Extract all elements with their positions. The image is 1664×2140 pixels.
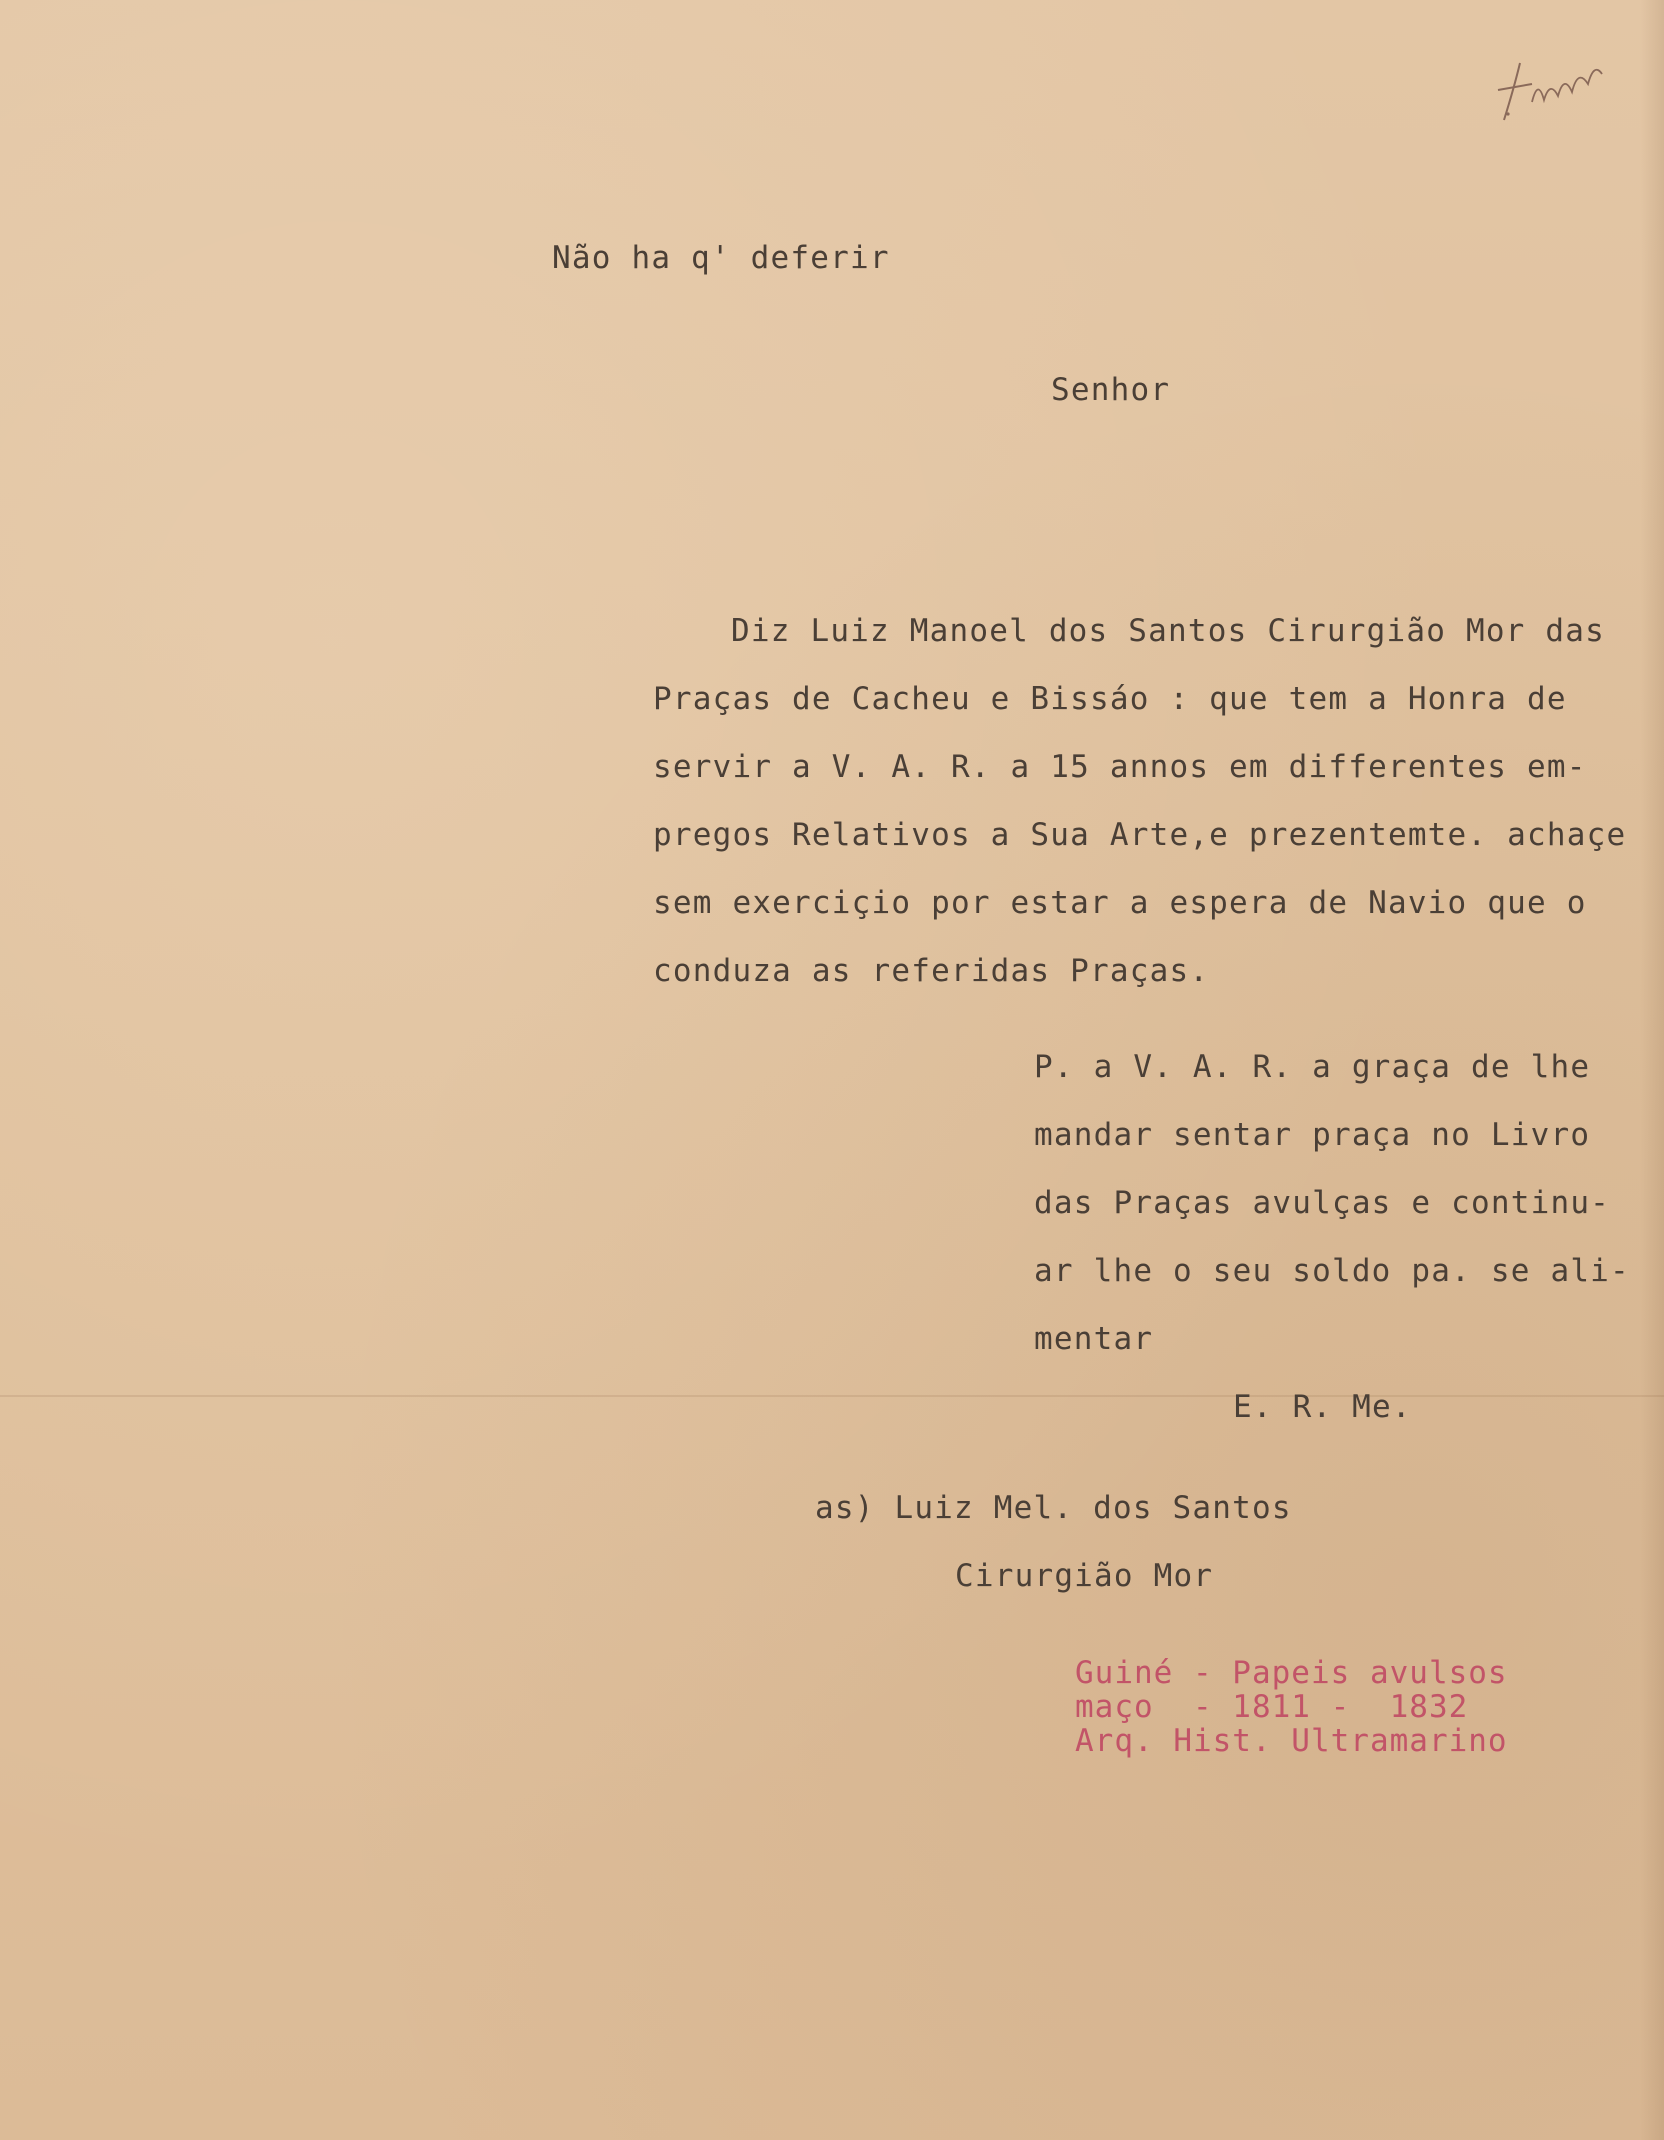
signer-title: Cirurgião Mor bbox=[955, 1558, 1214, 1594]
body-line-2: Praças de Cacheu e Bissáo : que tem a Honra de bbox=[653, 681, 1567, 717]
signed-by: as) Luiz Mel. dos Santos bbox=[815, 1490, 1292, 1526]
archive-stamp-line-2: maço - 1811 - 1832 bbox=[1075, 1689, 1469, 1725]
body-line-3: servir a V. A. R. a 15 annos em differentes em- bbox=[653, 749, 1587, 785]
prayer-line-5: mentar bbox=[1034, 1321, 1154, 1357]
archive-stamp-line-3: Arq. Hist. Ultramarino bbox=[1075, 1723, 1508, 1759]
prayer-line-1: P. a V. A. R. a graça de lhe bbox=[1034, 1049, 1591, 1085]
handwritten-signature-icon bbox=[1480, 48, 1620, 138]
prayer-line-3: das Praças avulças e continu- bbox=[1034, 1185, 1611, 1221]
paper-fold-line bbox=[0, 1395, 1664, 1397]
body-line-1: Diz Luiz Manoel dos Santos Cirurgião Mor das bbox=[731, 613, 1605, 649]
prayer-line-2: mandar sentar praça no Livro bbox=[1034, 1117, 1591, 1153]
paper-edge-shadow bbox=[1640, 0, 1664, 2140]
margin-note: Não ha q' deferir bbox=[552, 240, 890, 276]
archive-stamp-line-1: Guiné - Papeis avulsos bbox=[1075, 1655, 1508, 1691]
closing-formula: E. R. Me. bbox=[1233, 1389, 1412, 1425]
body-line-4: pregos Relativos a Sua Arte,e prezentemte. achaçe bbox=[653, 817, 1627, 853]
prayer-line-4: ar lhe o seu soldo pa. se ali- bbox=[1034, 1253, 1630, 1289]
salutation: Senhor bbox=[1051, 372, 1171, 408]
body-line-5: sem exerciçio por estar a espera de Navio que o bbox=[653, 885, 1587, 921]
body-line-6: conduza as referidas Praças. bbox=[653, 953, 1210, 989]
